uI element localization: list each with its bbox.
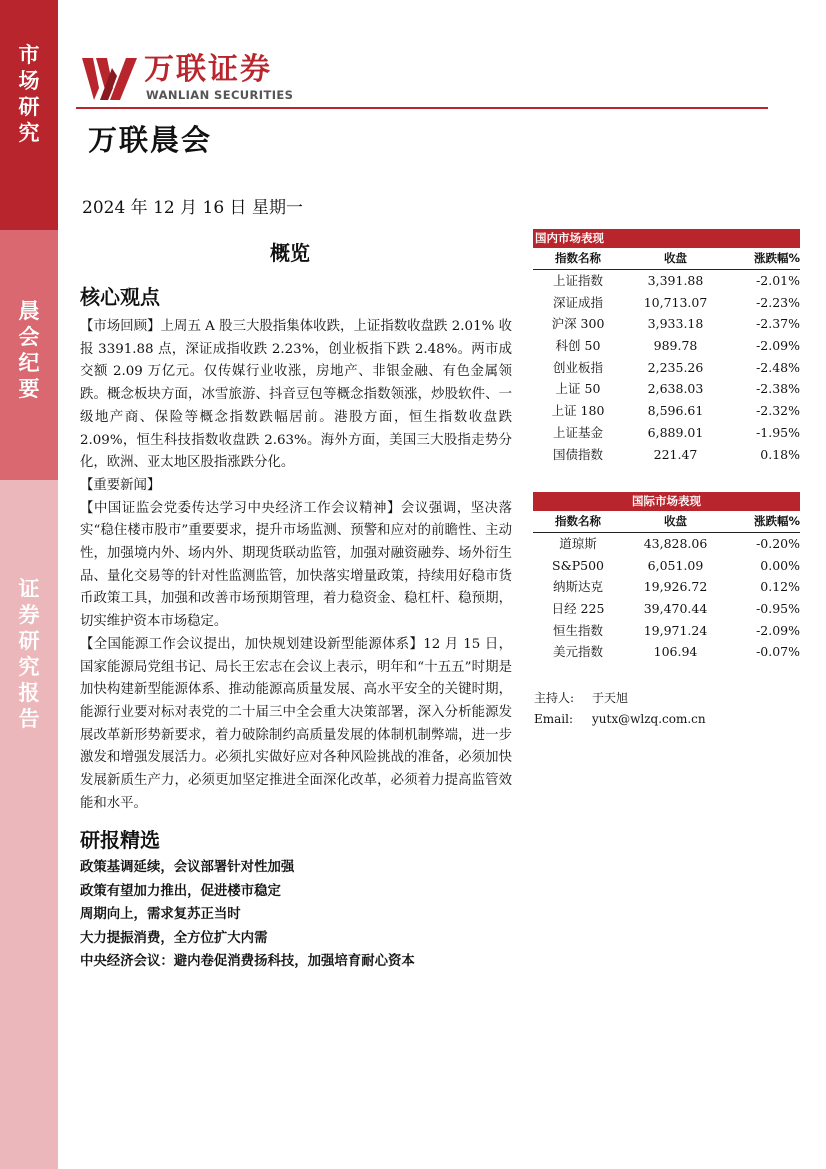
research-pick-item[interactable]: 中央经济会议：避内卷促消费扬科技，加强培育耐心资本	[80, 953, 415, 969]
research-picks-list	[80, 856, 415, 974]
close-value-cell: 8,596.61	[647, 403, 704, 419]
international-table-header	[533, 511, 800, 533]
close-value-cell: 43,828.06	[643, 536, 708, 551]
table-row	[533, 292, 800, 314]
close-value-cell: 3,933.18	[647, 316, 704, 332]
index-name-cell: 上证基金	[552, 424, 603, 440]
host-name: 于天旭	[592, 691, 629, 705]
news-energy-paragraph: 【全国能源工作会议提出，加快规划建设新型能源体系】12 月 15 日，国家能源局党组书记、局长王宏志在会议上表示，明年和“十五五”时期是加快构建新型能源体系、推动能源高质量发展、高水平安全的关键时期，能源行业要对标对表党的二十届三中全会重大决策部署，深入分析能源发展改革新形势新要求，着力破除制约高质量发展的体制机制弊端，进一步激发和增强发展活力。必须扎实做好应对各种风险挑战的准备，必须加快发展新质生产力，必须更加坚定推进全面深化改革，必须着力提高监管效能和水平。	[80, 636, 512, 811]
change-pct-cell: -2.09%	[756, 338, 800, 354]
table-row	[533, 576, 800, 598]
table-row	[533, 533, 800, 555]
sidebar-char: 市	[18, 43, 40, 67]
column-header-close: 收盘	[664, 251, 687, 265]
news-csrc-paragraph: 【中国证监会党委传达学习中央经济工作会议精神】会议强调，坚决落实“稳住楼市股市”重要要求，提升市场监测、预警和应对的前瞻性、主动性，加强境内外、场内外、期现货联动监管，加强对融资融券、场外衍生品、量化交易等的针对性监测监管，加快落实增量政策，持续用好稳市货币政策工具，加强和改善市场预期管理，着力稳资金、稳杠杆、稳预期，切实维护资本市场稳定。	[80, 500, 512, 630]
research-picks-heading: 研报精选	[80, 828, 160, 852]
close-value-cell: 989.78	[653, 338, 698, 354]
sidebar-char: 究	[18, 121, 40, 145]
index-name-cell: 上证 180	[551, 403, 605, 419]
index-name-cell: 上证指数	[552, 273, 603, 288]
column-header-index: 指数名称	[555, 514, 601, 528]
index-name-cell: 道琼斯	[559, 536, 597, 551]
change-pct-cell: -2.37%	[756, 316, 800, 332]
change-pct-cell: 0.18%	[760, 446, 800, 462]
table-row	[533, 335, 800, 357]
table-row	[533, 270, 800, 292]
index-name-cell: 恒生指数	[552, 622, 603, 638]
close-value-cell: 106.94	[653, 644, 698, 660]
index-name-cell: 国债指数	[552, 446, 603, 462]
table-row	[533, 313, 800, 335]
index-name-cell: 科创 50	[555, 338, 601, 354]
sidebar-char: 会	[18, 325, 40, 349]
sidebar-char: 研	[18, 95, 40, 119]
change-pct-cell: -2.09%	[756, 622, 800, 638]
sidebar-char: 告	[18, 707, 40, 731]
research-pick-item[interactable]: 大力提振消费，全方位扩大内需	[80, 929, 268, 946]
international-table-title: 国际市场表现	[533, 492, 800, 511]
research-pick-item[interactable]: 周期向上，需求复苏正当时	[80, 906, 241, 922]
close-value-cell: 221.47	[653, 446, 698, 462]
index-name-cell: S&P500	[552, 557, 604, 573]
index-name-cell: 沪深 300	[551, 316, 605, 332]
table-row	[533, 357, 800, 379]
close-value-cell: 2,638.03	[647, 381, 704, 397]
table-row	[533, 400, 800, 422]
sidebar	[0, 0, 58, 1169]
table-row	[533, 444, 800, 466]
column-header-index: 指数名称	[555, 251, 601, 265]
company-logo	[82, 52, 302, 104]
domestic-market-table	[533, 229, 800, 465]
index-name-cell: 美元指数	[552, 644, 603, 660]
table-row	[533, 422, 800, 444]
email-line	[534, 712, 706, 726]
sidebar-char: 场	[18, 69, 40, 93]
host-label: 主持人:	[534, 691, 575, 705]
host-line	[534, 689, 628, 706]
close-value-cell: 39,470.44	[643, 601, 708, 617]
table-row	[533, 378, 800, 400]
close-value-cell: 10,713.07	[643, 294, 708, 310]
sidebar-label-morning-brief	[0, 230, 58, 480]
overview-heading: 概览	[270, 241, 310, 265]
core-views-body	[80, 316, 512, 815]
sidebar-label-research-report	[0, 480, 58, 1169]
logo-w-mark-icon	[82, 54, 140, 102]
index-name-cell: 创业板指	[552, 359, 603, 375]
logo-chinese-name: 万联证券	[144, 52, 272, 87]
index-name-cell: 上证 50	[555, 381, 601, 397]
change-pct-cell: -0.20%	[756, 536, 800, 551]
change-pct-cell: -2.48%	[756, 359, 800, 375]
header-divider	[76, 107, 768, 109]
close-value-cell: 3,391.88	[647, 273, 704, 288]
logo-english-name: WANLIAN SECURITIES	[146, 88, 294, 102]
change-pct-cell: 0.12%	[760, 579, 800, 595]
change-pct-cell: -1.95%	[756, 424, 800, 440]
email-label: Email:	[534, 712, 574, 726]
sidebar-char: 晨	[18, 299, 40, 323]
domestic-table-header	[533, 248, 800, 270]
table-row	[533, 598, 800, 620]
change-pct-cell: -2.38%	[756, 381, 800, 397]
sidebar-char: 纪	[18, 351, 40, 375]
sidebar-char: 研	[18, 629, 40, 653]
close-value-cell: 19,971.24	[643, 622, 708, 638]
change-pct-cell: -0.95%	[756, 601, 800, 617]
important-news-label: 【重要新闻】	[80, 477, 161, 493]
close-value-cell: 19,926.72	[643, 579, 708, 595]
domestic-table-title: 国内市场表现	[533, 229, 800, 248]
index-name-cell: 纳斯达克	[552, 579, 603, 595]
research-pick-item[interactable]: 政策基调延续，会议部署针对性加强	[80, 859, 295, 875]
table-row	[533, 620, 800, 642]
sidebar-char: 券	[18, 603, 40, 627]
table-row	[533, 641, 800, 663]
index-name-cell: 日经 225	[551, 601, 605, 617]
sidebar-char: 证	[18, 577, 40, 601]
column-header-close: 收盘	[664, 514, 687, 528]
sidebar-char: 要	[18, 377, 40, 401]
report-date: 2024 年 12 月 16 日 星期一	[82, 198, 303, 218]
close-value-cell: 6,889.01	[647, 424, 704, 440]
column-header-change: 涨跌幅%	[753, 251, 800, 265]
email-address[interactable]: yutx@wlzq.com.cn	[592, 712, 706, 726]
close-value-cell: 6,051.09	[647, 557, 704, 573]
core-views-heading: 核心观点	[80, 285, 160, 309]
international-table-body	[533, 533, 800, 663]
market-review-paragraph: 【市场回顾】上周五 A 股三大股指集体收跌，上证指数收盘跌 2.01% 收报 3391.88 点，深证成指收跌 2.23%，创业板指下跌 2.48%。两市成交额 2.09 万亿元。仅传媒行业收涨，房地产、非银金融、有色金属领跌。概念板块方面，冰雪旅游、抖音豆包等概念指数领涨，炒股软件、一级地产商、保险等概念指数跌幅居前。港股方面，恒生指数收盘跌 2.09%，恒生科技指数收盘跌 2.63%。海外方面，美国三大股指走势分化，欧洲、亚太地区股指涨跌分化。	[80, 319, 512, 471]
research-pick-item[interactable]: 政策有望加力推出，促进楼市稳定	[80, 882, 281, 899]
sidebar-char: 究	[18, 655, 40, 679]
change-pct-cell: -0.07%	[756, 644, 800, 660]
change-pct-cell: -2.23%	[756, 294, 800, 310]
sidebar-label-market-research	[0, 0, 58, 230]
change-pct-cell: 0.00%	[760, 557, 800, 573]
page-title: 万联晨会	[88, 123, 213, 157]
international-market-table	[533, 492, 800, 663]
index-name-cell: 深证成指	[552, 294, 603, 310]
change-pct-cell: -2.32%	[756, 403, 800, 419]
domestic-table-body	[533, 270, 800, 465]
close-value-cell: 2,235.26	[647, 359, 704, 375]
change-pct-cell: -2.01%	[756, 273, 800, 288]
table-row	[533, 555, 800, 577]
sidebar-char: 报	[18, 681, 40, 705]
column-header-change: 涨跌幅%	[753, 514, 800, 528]
